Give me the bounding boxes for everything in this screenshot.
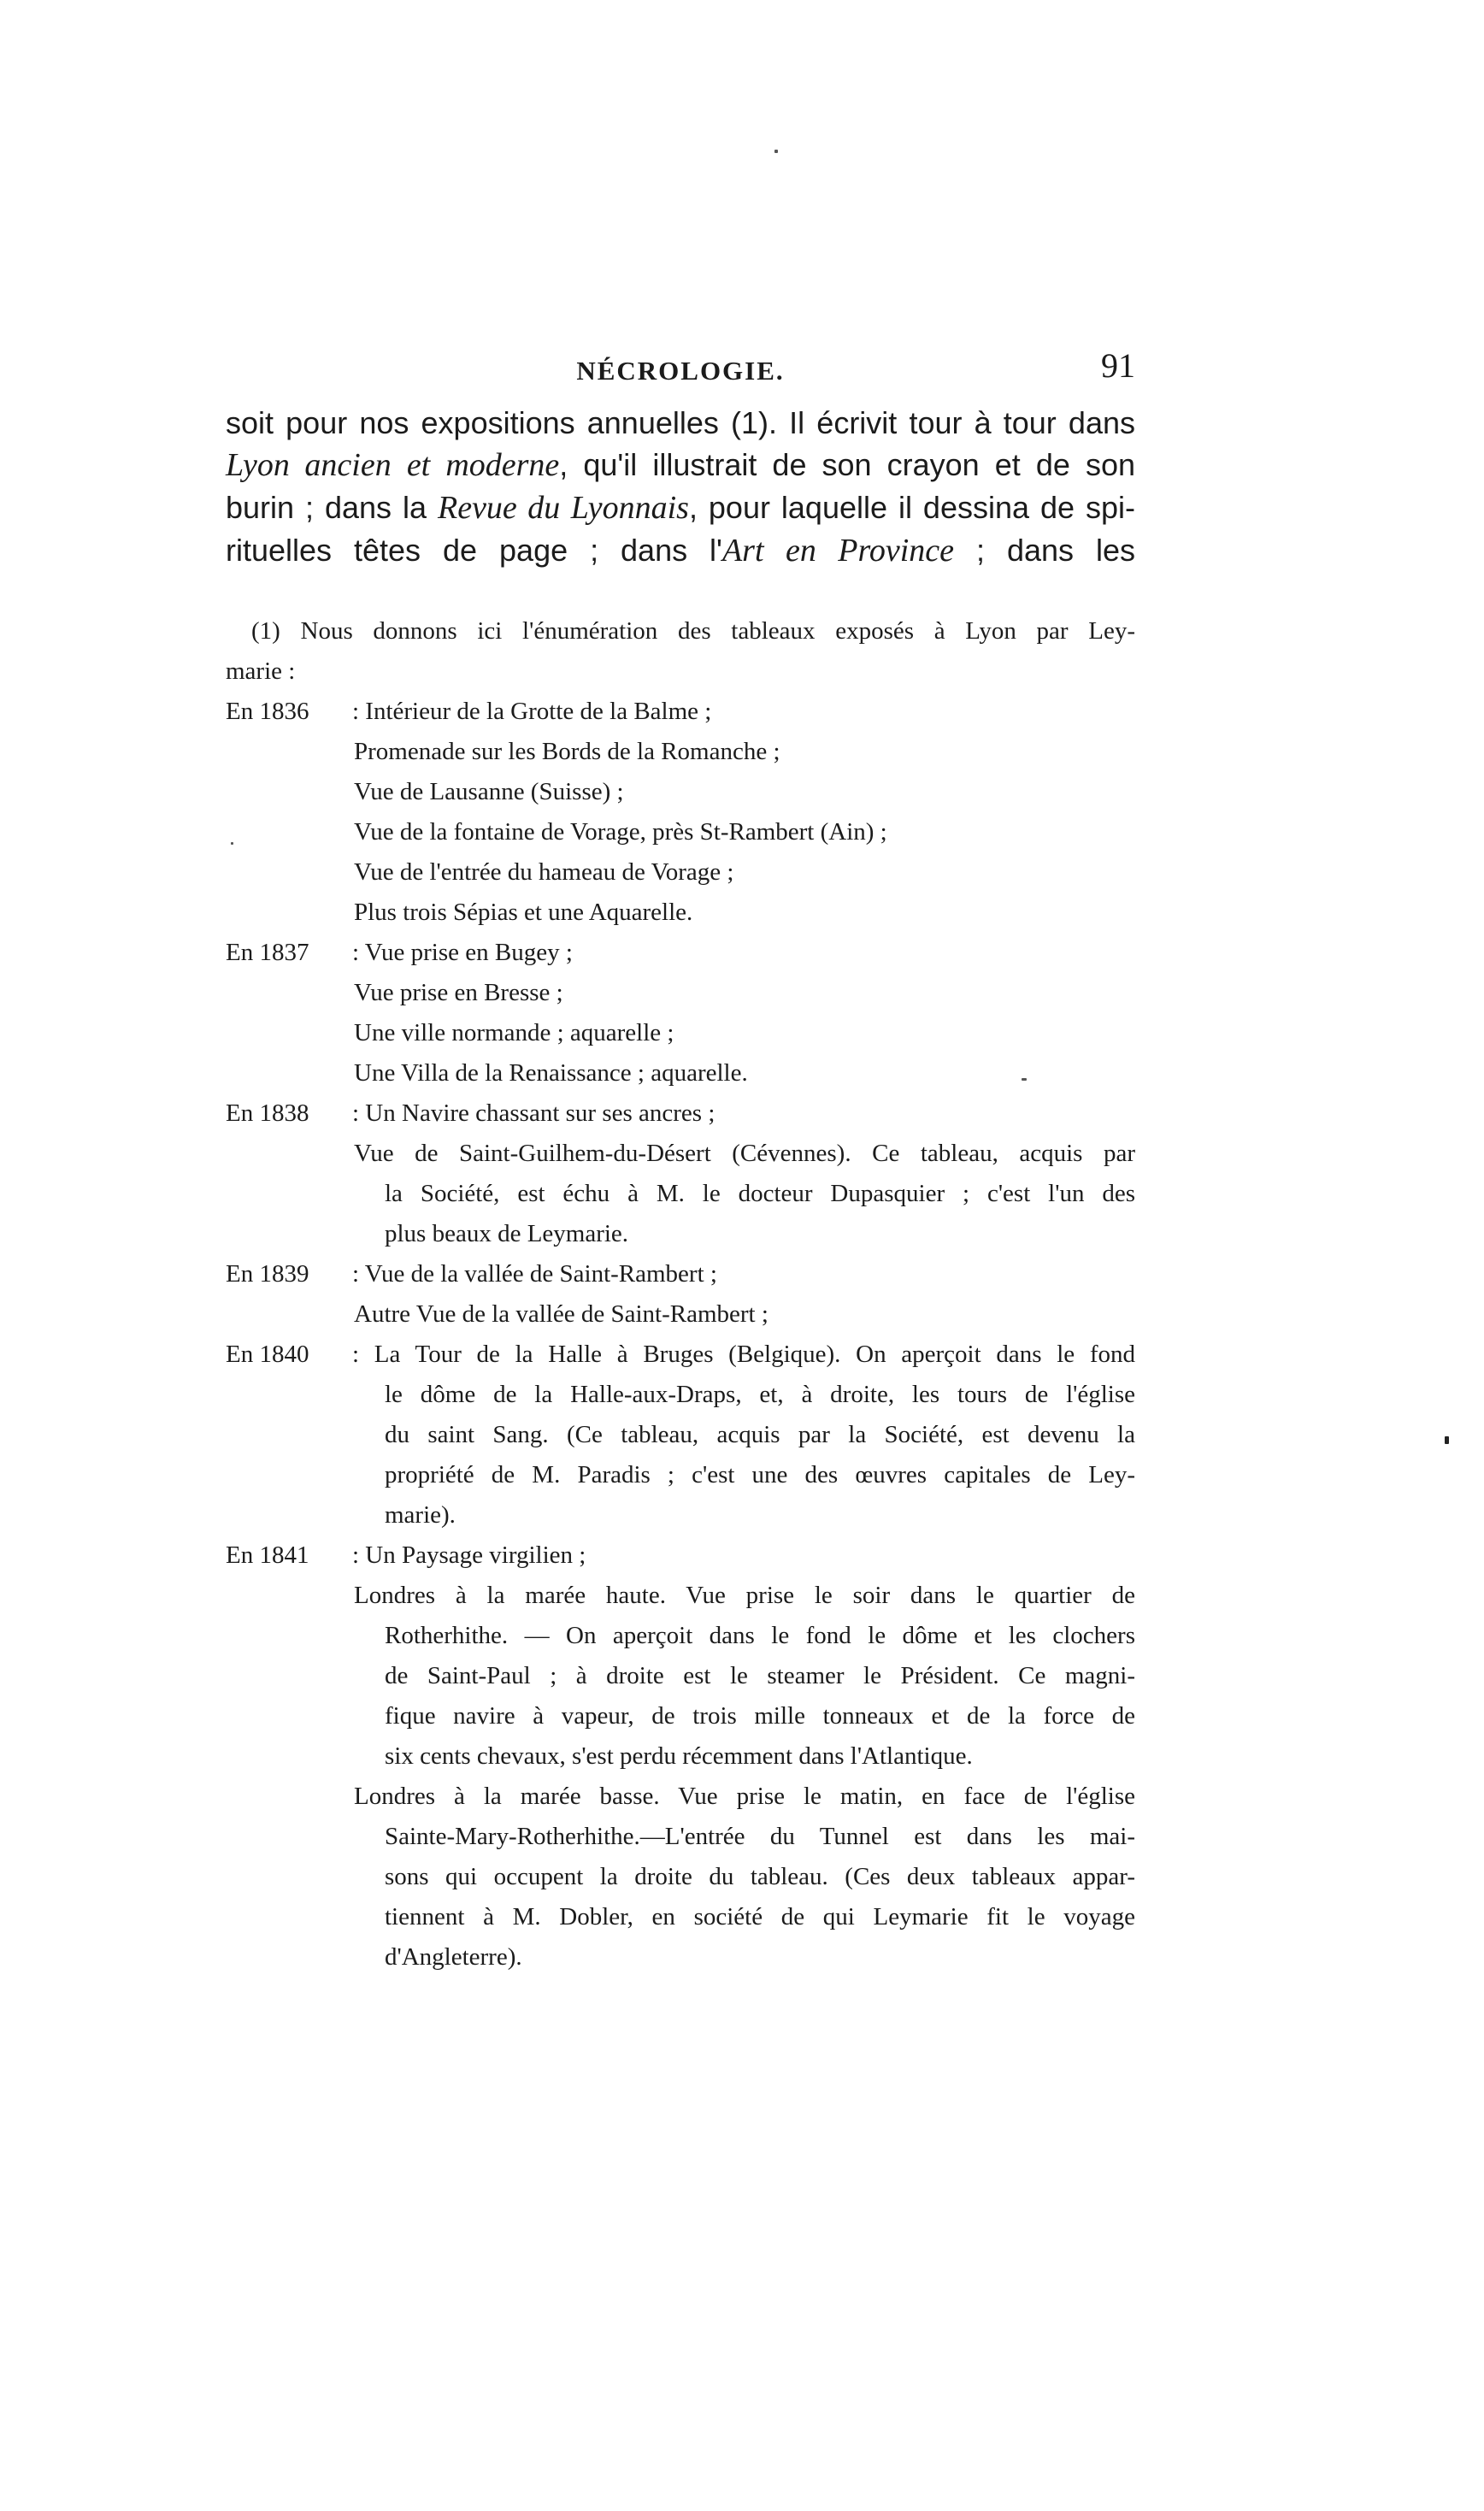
year-block xyxy=(226,1093,1135,1254)
year-block xyxy=(226,1254,1135,1335)
body-line-4-b: ; dans les xyxy=(954,533,1135,568)
italic-title: Revue du Lyonnais xyxy=(437,490,689,526)
entry-line: Plus trois Sépias et une Aquarelle. xyxy=(354,899,693,926)
year-row xyxy=(226,1093,1135,1134)
page-header xyxy=(226,345,1135,397)
year-label: En 1837 xyxy=(226,939,309,966)
year-row xyxy=(226,1335,1135,1375)
italic-title: et xyxy=(406,447,431,483)
year-block xyxy=(226,1335,1135,1535)
year-block xyxy=(226,1535,1135,1978)
main-text xyxy=(226,402,1135,572)
year-label: En 1841 xyxy=(226,1541,309,1569)
exhibition-list xyxy=(226,692,1135,1978)
body-line-2 xyxy=(226,444,1135,486)
entry-continuation: tiennent à M. Dobler, en société de qui Leymarie fit le voyage xyxy=(385,1903,1135,1930)
entry-continuation: de Saint-Paul ; à droite est le steamer le Président. Ce magni- xyxy=(385,1662,1135,1689)
year-label: En 1838 xyxy=(226,1099,309,1127)
entry-line: : Vue de la vallée de Saint-Rambert ; xyxy=(352,1260,717,1288)
entry-line: Une ville normande ; aquarelle ; xyxy=(354,1019,674,1046)
entry-line: Vue de la fontaine de Vorage, près St-Rambert (Ain) ; xyxy=(354,818,887,846)
body-line-4-a: rituelles têtes de page ; dans l' xyxy=(226,533,722,568)
body-line-3-a: burin ; dans la xyxy=(226,490,427,525)
body-line-1: soit pour nos expositions annuelles (1). Il écrivit tour à tour dans xyxy=(226,405,1135,440)
entry-continuation: plus beaux de Leymarie. xyxy=(385,1220,629,1247)
entry-line: Vue de Saint-Guilhem-du-Désert (Cévennes). Ce tableau, acquis par xyxy=(354,1140,1135,1167)
entry-continuation: six cents chevaux, s'est perdu récemment dans l'Atlantique. xyxy=(385,1742,973,1770)
body-line-4 xyxy=(226,529,1135,572)
year-block xyxy=(226,692,1135,933)
page-speck xyxy=(1445,1436,1449,1444)
italic-title: Art en Province xyxy=(721,533,955,569)
entry-line: Londres à la marée haute. Vue prise le soir dans le quartier de xyxy=(354,1582,1135,1609)
entry-continuation: le dôme de la Halle-aux-Draps, et, à droite, les tours de l'église xyxy=(385,1381,1135,1408)
page-speck xyxy=(231,842,233,845)
year-row xyxy=(226,1535,1135,1576)
year-block xyxy=(226,933,1135,1093)
entry-line: Autre Vue de la vallée de Saint-Rambert ; xyxy=(354,1300,768,1328)
entry-continuation: Sainte-Mary-Rotherhithe.—L'entrée du Tunnel est dans les mai- xyxy=(385,1823,1135,1850)
year-label: En 1840 xyxy=(226,1341,309,1368)
entry-line: Vue prise en Bresse ; xyxy=(354,979,563,1006)
entry-line: : Un Navire chassant sur ses ancres ; xyxy=(352,1099,716,1127)
page-number: 91 xyxy=(1101,346,1135,385)
entry-continuation: marie). xyxy=(385,1501,456,1529)
entry-line: : Un Paysage virgilien ; xyxy=(352,1541,586,1569)
year-row xyxy=(226,1254,1135,1294)
entry-continuation: la Société, est échu à M. le docteur Dupasquier ; c'est l'un des xyxy=(385,1180,1135,1207)
entry-line: : Vue prise en Bugey ; xyxy=(352,939,573,966)
footnote-intro-cont: marie : xyxy=(226,657,296,685)
entry-line: : Intérieur de la Grotte de la Balme ; xyxy=(352,698,712,725)
year-row xyxy=(226,933,1135,973)
year-label: En 1839 xyxy=(226,1260,309,1288)
entry-line: Promenade sur les Bords de la Romanche ; xyxy=(354,738,780,765)
body-line-3-b: , pour laquelle il dessina de spi- xyxy=(688,490,1135,525)
entry-line: Vue de l'entrée du hameau de Vorage ; xyxy=(354,858,734,886)
entry-continuation: d'Angleterre). xyxy=(385,1943,522,1971)
year-label: En 1836 xyxy=(226,698,309,725)
entry-line: Une Villa de la Renaissance ; aquarelle. xyxy=(354,1059,748,1087)
entry-continuation: Rotherhithe. — On aperçoit dans le fond le dôme et les clochers xyxy=(385,1622,1135,1649)
entry-continuation: sons qui occupent la droite du tableau. (Ces deux tableaux appar- xyxy=(385,1863,1135,1890)
body-line-3 xyxy=(226,486,1135,529)
italic-title: moderne xyxy=(445,447,560,483)
footnote-intro: (1) Nous donnons ici l'énumération des tableaux exposés à Lyon par Ley- xyxy=(251,617,1135,645)
footnote xyxy=(226,611,1135,1978)
entry-continuation: fique navire à vapeur, de trois mille tonneaux et de la force de xyxy=(385,1702,1135,1730)
page-speck xyxy=(1022,1078,1027,1081)
entry-line: Londres à la marée basse. Vue prise le matin, en face de l'église xyxy=(354,1783,1135,1810)
entry-continuation: propriété de M. Paradis ; c'est une des œuvres capitales de Ley- xyxy=(385,1461,1135,1488)
page-speck xyxy=(774,150,778,153)
entry-line: Vue de Lausanne (Suisse) ; xyxy=(354,778,624,805)
running-title: NÉCROLOGIE. xyxy=(576,356,785,386)
entry-line: : La Tour de la Halle à Bruges (Belgique). On aperçoit dans le fond xyxy=(352,1341,1135,1368)
italic-title: Lyon ancien xyxy=(226,447,392,483)
entry-continuation: du saint Sang. (Ce tableau, acquis par la Société, est devenu la xyxy=(385,1421,1135,1448)
year-row xyxy=(226,692,1135,732)
body-line-2-rest: , qu'il illustrait de son crayon et de son xyxy=(559,447,1135,482)
